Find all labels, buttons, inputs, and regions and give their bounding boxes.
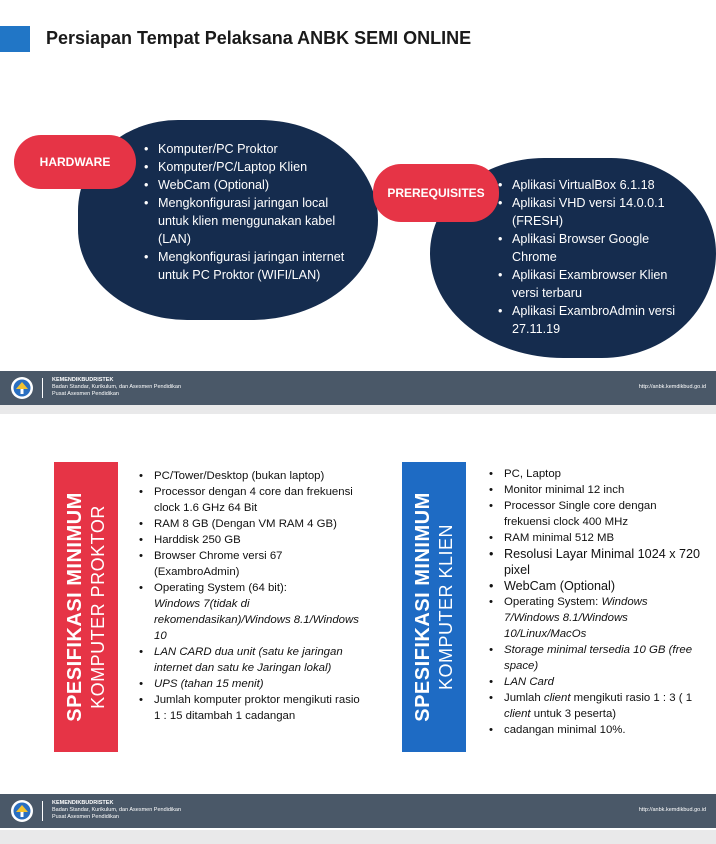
list-item: • Operating System: Windows 7/Windows 8.1/Windows 10/Linux/MacOs: [486, 594, 702, 642]
list-item: • PC, Laptop: [486, 466, 702, 482]
org-name: KEMENDIKBUDRISTEK Badan Standar, Kurikulum, dan Asesmen Pendidikan Pusat Asesmen Pendidikan: [52, 800, 182, 820]
list-item: • Harddisk 250 GB: [136, 532, 366, 548]
slide-footer: [0, 371, 716, 405]
list-item: • WebCam (Optional): [486, 578, 702, 594]
list-item: • Komputer/PC/Laptop Klien: [142, 158, 360, 176]
list-item: • Mengkonfigurasi jaringan internet untuk PC Proktor (WIFI/LAN): [142, 248, 360, 284]
slide-separator: [0, 830, 716, 844]
slide-title: Persiapan Tempat Pelaksana ANBK SEMI ONLINE: [46, 28, 472, 48]
tut-wuri-logo-icon: [10, 799, 34, 823]
list-item: • Storage minimal tersedia 10 GB (free space): [486, 642, 702, 674]
slide-separator: [0, 405, 716, 414]
list-item: • UPS (tahan 15 menit): [136, 676, 366, 692]
list-item: • LAN CARD dua unit (satu ke jaringan internet dan satu ke Jaringan lokal): [136, 644, 366, 676]
title-marker: [0, 26, 30, 52]
list-item: • Jumlah komputer proktor mengikuti rasio 1 : 15 ditambah 1 cadangan: [136, 692, 366, 724]
footer-url: http://anbk.kemdikbud.go.id: [638, 384, 706, 390]
list-item: • Aplikasi VirtualBox 6.1.18: [496, 176, 692, 194]
org-name: KEMENDIKBUDRISTEK Badan Standar, Kurikulum, dan Asesmen Pendidikan Pusat Asesmen Pendidikan: [52, 377, 182, 397]
prerequisites-badge: PREREQUISITES: [373, 164, 499, 222]
hardware-badge: HARDWARE: [14, 135, 136, 189]
proktor-title-line1: SPESIFIKASI MINIMUM: [64, 492, 87, 722]
tut-wuri-logo-icon: [10, 376, 34, 400]
klien-spec-list: [486, 466, 702, 738]
list-item: • RAM minimal 512 MB: [486, 530, 702, 546]
list-item: • WebCam (Optional): [142, 176, 360, 194]
list-item: • Aplikasi VHD versi 14.0.0.1 (FRESH): [496, 194, 692, 230]
list-item: • PC/Tower/Desktop (bukan laptop): [136, 468, 366, 484]
list-item: • Mengkonfigurasi jaringan local untuk klien menggunakan kabel (LAN): [142, 194, 360, 248]
list-item: • Processor Single core dengan frekuensi clock 400 MHz: [486, 498, 702, 530]
proktor-title-box: [54, 462, 118, 752]
hardware-list: [142, 140, 360, 284]
list-item: • Processor dengan 4 core dan frekuensi clock 1.6 GHz 64 Bit: [136, 484, 366, 516]
slide-spesifikasi: [0, 414, 716, 830]
list-item: • Komputer/PC Proktor: [142, 140, 360, 158]
slide-persiapan: [0, 0, 716, 405]
list-item: • LAN Card: [486, 674, 702, 690]
list-item: • Aplikasi Exambrowser Klien versi terbaru: [496, 266, 692, 302]
list-item: • Resolusi Layar Minimal 1024 x 720 pixel: [486, 546, 702, 578]
proktor-title-line2: KOMPUTER PROKTOR: [88, 505, 109, 709]
list-item: • RAM 8 GB (Dengan VM RAM 4 GB): [136, 516, 366, 532]
footer-divider: [42, 378, 43, 398]
list-item: • cadangan minimal 10%.: [486, 722, 702, 738]
slide-footer: [0, 794, 716, 828]
proktor-spec-list: [136, 468, 366, 724]
list-item: • Browser Chrome versi 67 (ExambroAdmin): [136, 548, 366, 580]
list-item: • Jumlah client mengikuti rasio 1 : 3 ( 1 client untuk 3 peserta): [486, 690, 702, 722]
prerequisites-list: [496, 176, 692, 338]
list-item: • Monitor minimal 12 inch: [486, 482, 702, 498]
footer-divider: [42, 801, 43, 821]
klien-title-line2: KOMPUTER KLIEN: [436, 523, 457, 691]
list-item: • Aplikasi ExambroAdmin versi 27.11.19: [496, 302, 692, 338]
klien-title-line1: SPESIFIKASI MINIMUM: [412, 492, 435, 722]
klien-title-box: [402, 462, 466, 752]
list-item: • Aplikasi Browser Google Chrome: [496, 230, 692, 266]
list-item: • Operating System (64 bit): Windows 7(tidak di rekomendasikan)/Windows 8.1/Windows 10: [136, 580, 366, 644]
footer-url: http://anbk.kemdikbud.go.id: [638, 807, 706, 813]
